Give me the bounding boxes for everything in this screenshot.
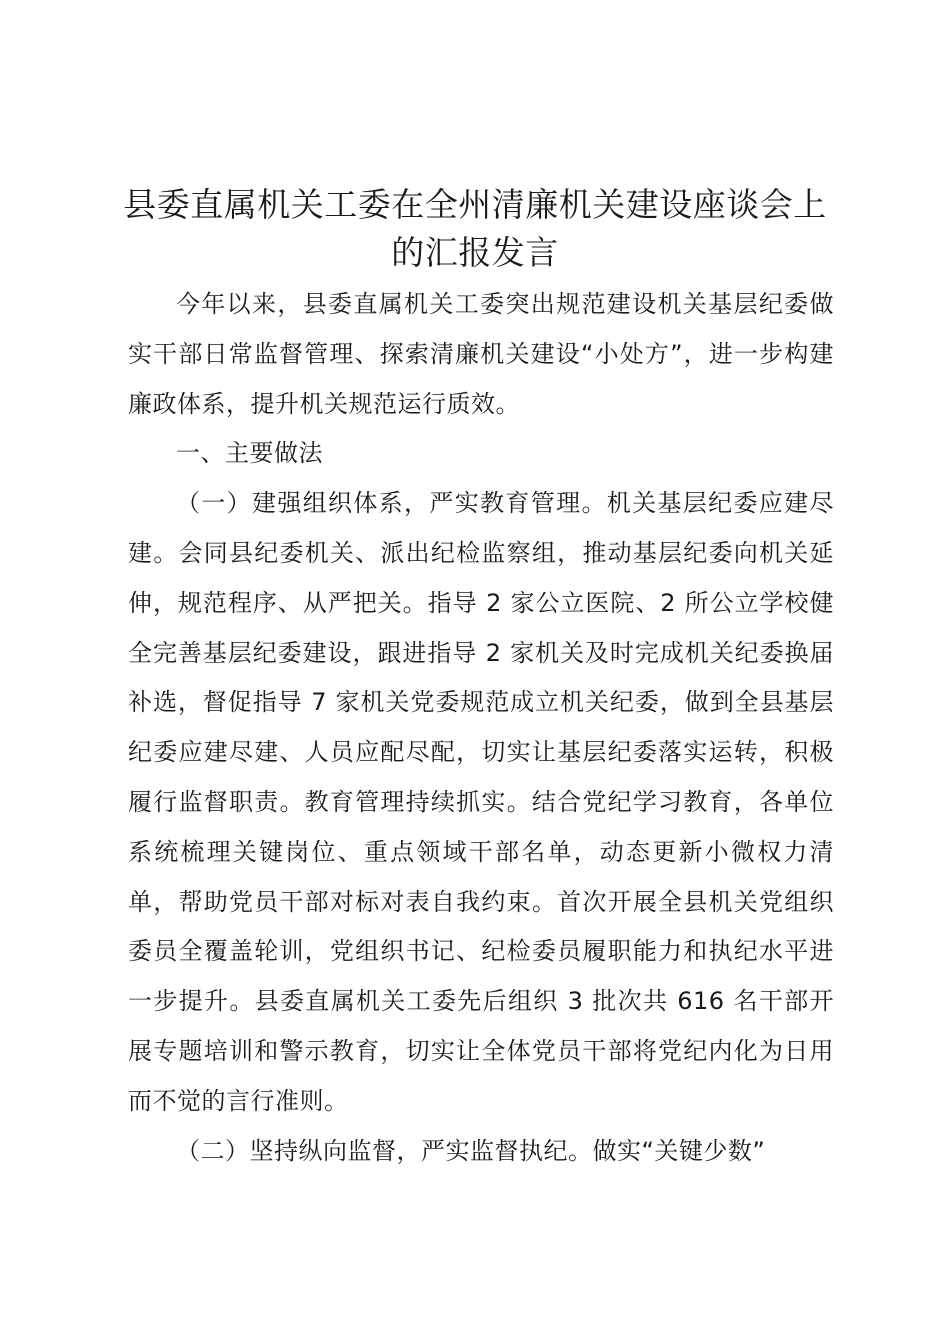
section-heading-main-practices: 一、主要做法 [176, 439, 323, 468]
document-title: 县委直属机关工委在全州清廉机关建设座谈会上的汇报发言 [123, 185, 827, 272]
document-body [128, 280, 834, 1176]
paragraph-intro: 今年以来，县委直属机关工委突出规范建设机关基层纪委做实干部日常监督管理、探索清廉机关建设“小处方”，进一步构建廉政体系，提升机关规范运行质效。 [128, 290, 834, 418]
paragraph-organization-system: （一）建强组织体系，严实教育管理。机关基层纪委应建尽建。会同县纪委机关、派出纪检监察组，推动基层纪委向机关延伸，规范程序、从严把关。指导 2 家公立医院、2 所公立学校健全完善基层纪委建设，跟进指导 2 家机关及时完成机关纪委换届补选，督促指导 7 家机关党委规范成立机关纪委，做到全县基层纪委应建尽建、人员应配尽配，切实让基层纪委落实运转，积极履行监督职责。教育管理持续抓实。结合党纪学习教育，各单位系统梳理关键岗位、重点领域干部名单，动态更新小微权力清单，帮助党员干部对标对表自我约束。首次开展全县机关党组织委员全覆盖轮训，党组织书记、纪检委员履职能力和执纪水平进一步提升。县委直属机关工委先后组织 3 批次共 616 名干部开展专题培训和警示教育，切实让全体党员干部将党纪内化为日用而不觉的言行准则。 [128, 489, 834, 1115]
paragraph-vertical-supervision: （二）坚持纵向监督，严实监督执纪。做实“关键少数” [176, 1136, 766, 1165]
